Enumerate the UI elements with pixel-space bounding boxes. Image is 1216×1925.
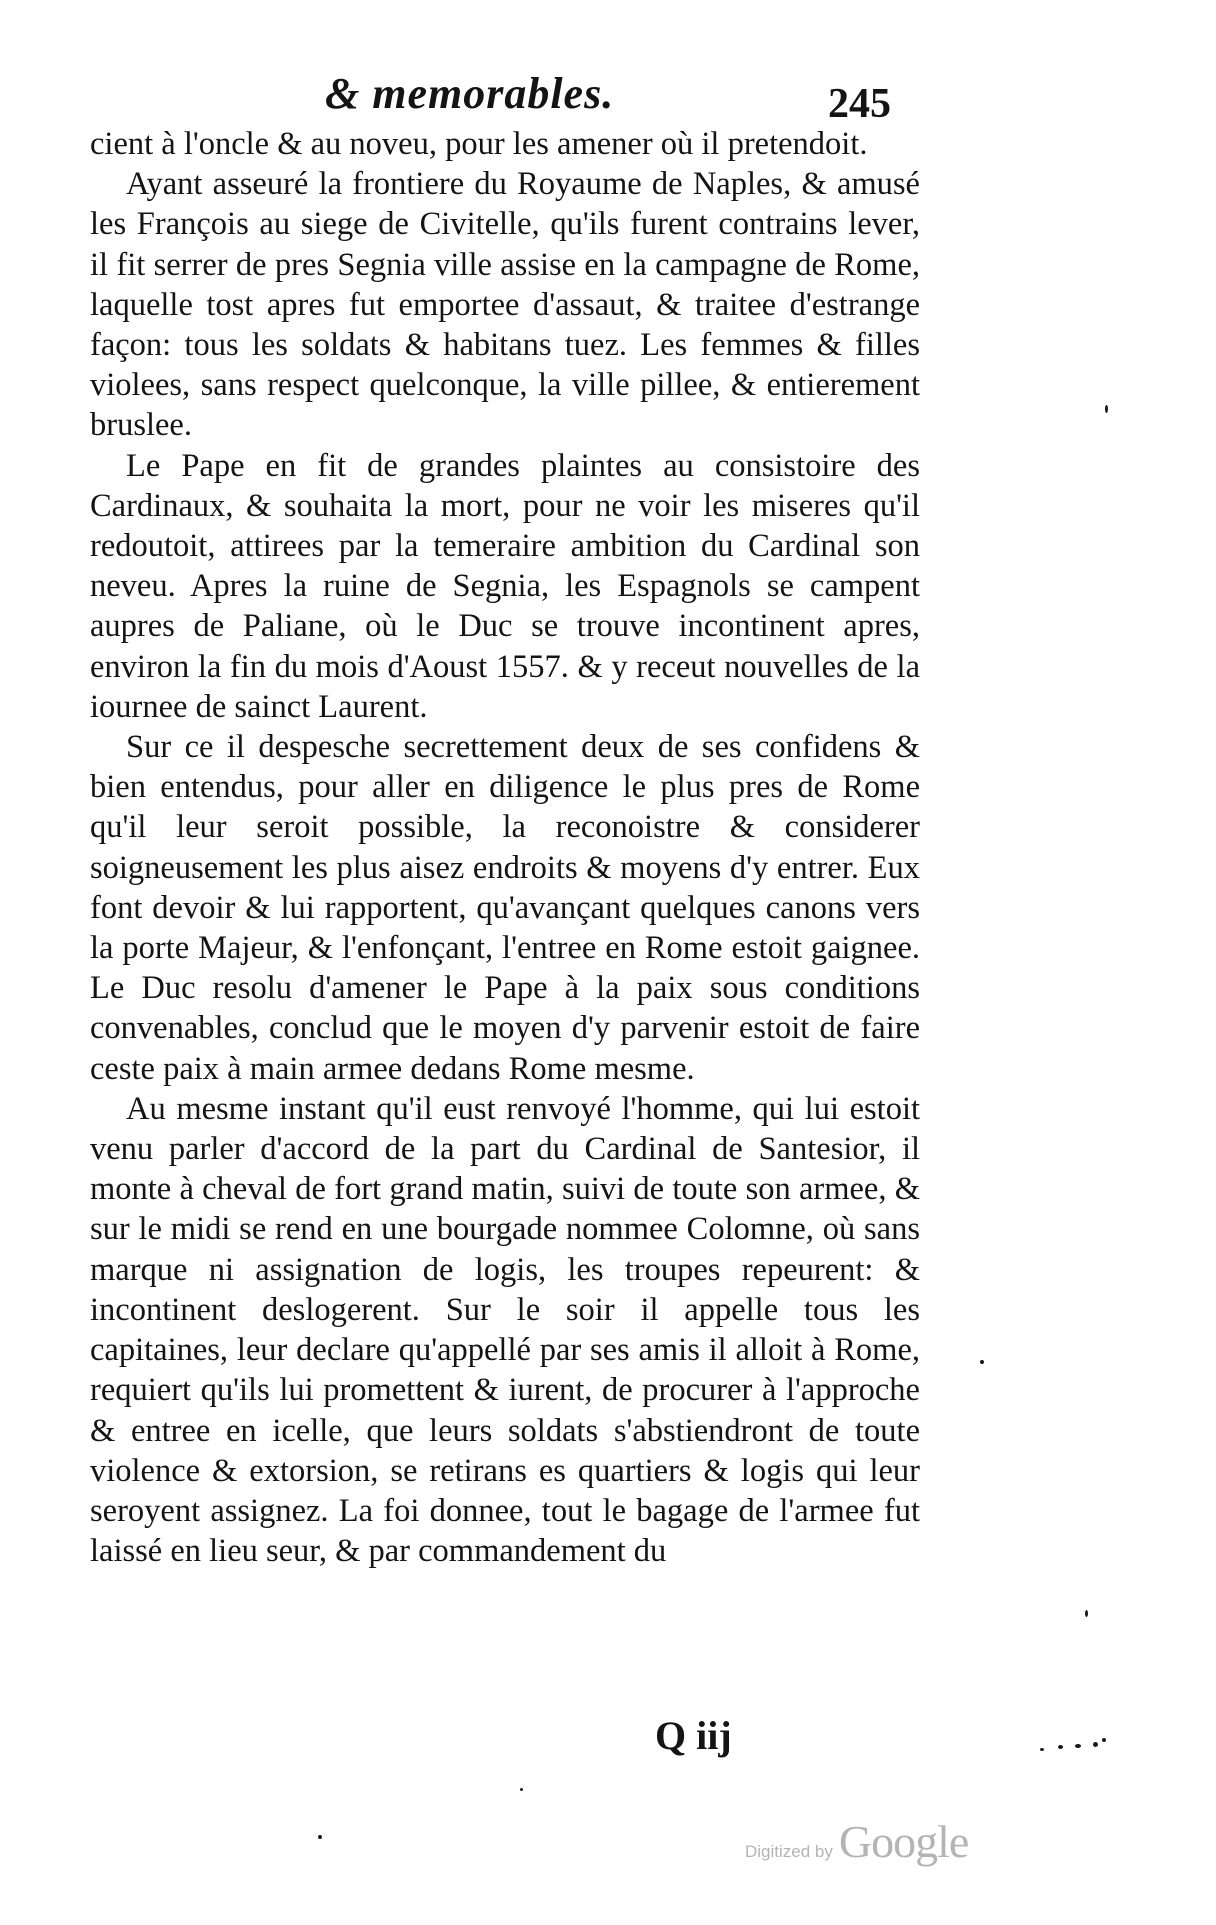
scan-speck: [1058, 1745, 1063, 1749]
watermark-prefix: Digitized by: [745, 1842, 833, 1861]
paragraph-continuation: cient à l'oncle & au noveu, pour les amener où il pretendoit.: [90, 126, 868, 162]
paragraph: Au mesme instant qu'il eust renvoyé l'homme, qui lui estoit venu parler d'accord de la part du Cardinal de Santesior, il monte à cheval de fort grand matin, suivi de toute son armee, & sur le midi se rend en une bourgade nommee Colomne, où sans marque ni assignation de logis, les troupes repeurent: & incontinent deslogerent. Sur le soir il appelle tous les capitaines, leur declare qu'appellé par ses amis il alloit à Rome, requiert qu'ils lui promettent & iurent, de procurer à l'approche & entree en icelle, que leurs soldats s'abstiendront de toute violence & extorsion, se retirans es quartiers & logis qui leur seroyent assignez. La foi donnee, tout le bagage de l'armee fut laissé en lieu seur, & par commandement du: [90, 1090, 920, 1570]
google-logo: Google: [838, 1816, 969, 1867]
scan-speck: [318, 1835, 322, 1839]
body-text: [90, 124, 920, 1571]
paragraph: Ayant asseuré la frontiere du Royaume de Naples, & amusé les François au siege de Civitelle, qu'ils furent contrains lever, il fit serrer de pres Segnia ville assise en la campagne de Rome, laquelle tost apres fut emportee d'assaut, & traitee d'estrange façon: tous les soldats & habitans tuez. Les femmes & filles violees, sans respect quelconque, la ville pillee, & entierement bruslee.: [90, 166, 920, 444]
scan-speck: [1085, 1610, 1088, 1617]
scan-speck: [1075, 1744, 1081, 1748]
scan-speck: [1105, 405, 1108, 413]
paragraph: Le Pape en fit de grandes plaintes au consistoire des Cardinaux, & souhaita la mort, pour ne voir les miseres qu'il redoutoit, attirees par la temeraire ambition du Cardinal son neveu. Apres la ruine de Segnia, les Espagnols se campent aupres de Paliane, où le Duc se trouve incontinent apres, environ la fin du mois d'Aoust 1557. & y receut nouvelles de la iournee de sainct Laurent.: [90, 447, 920, 725]
running-title: & memorables.: [325, 69, 615, 118]
scan-speck: [1040, 1748, 1044, 1751]
page-number: 245: [828, 81, 891, 127]
scan-speck: [980, 1360, 984, 1364]
scan-speck: [1093, 1742, 1098, 1747]
scan-speck: [1102, 1738, 1106, 1742]
scan-speck: [520, 1788, 523, 1791]
signature-mark: Q iij: [655, 1713, 732, 1758]
digitization-watermark: [745, 1815, 968, 1868]
paragraph: Sur ce il despesche secrettement deux de ses confidens & bien entendus, pour aller en diligence le plus pres de Rome qu'il leur seroit possible, la reconoistre & considerer soigneusement les plus aisez endroits & moyens d'y entrer. Eux font devoir & lui rapportent, qu'avançant quelques canons vers la porte Majeur, & l'enfonçant, l'entree en Rome estoit gaignee. Le Duc resolu d'amener le Pape à la paix sous conditions convenables, conclud que le moyen d'y parvenir estoit de faire ceste paix à main armee dedans Rome mesme.: [90, 729, 920, 1087]
